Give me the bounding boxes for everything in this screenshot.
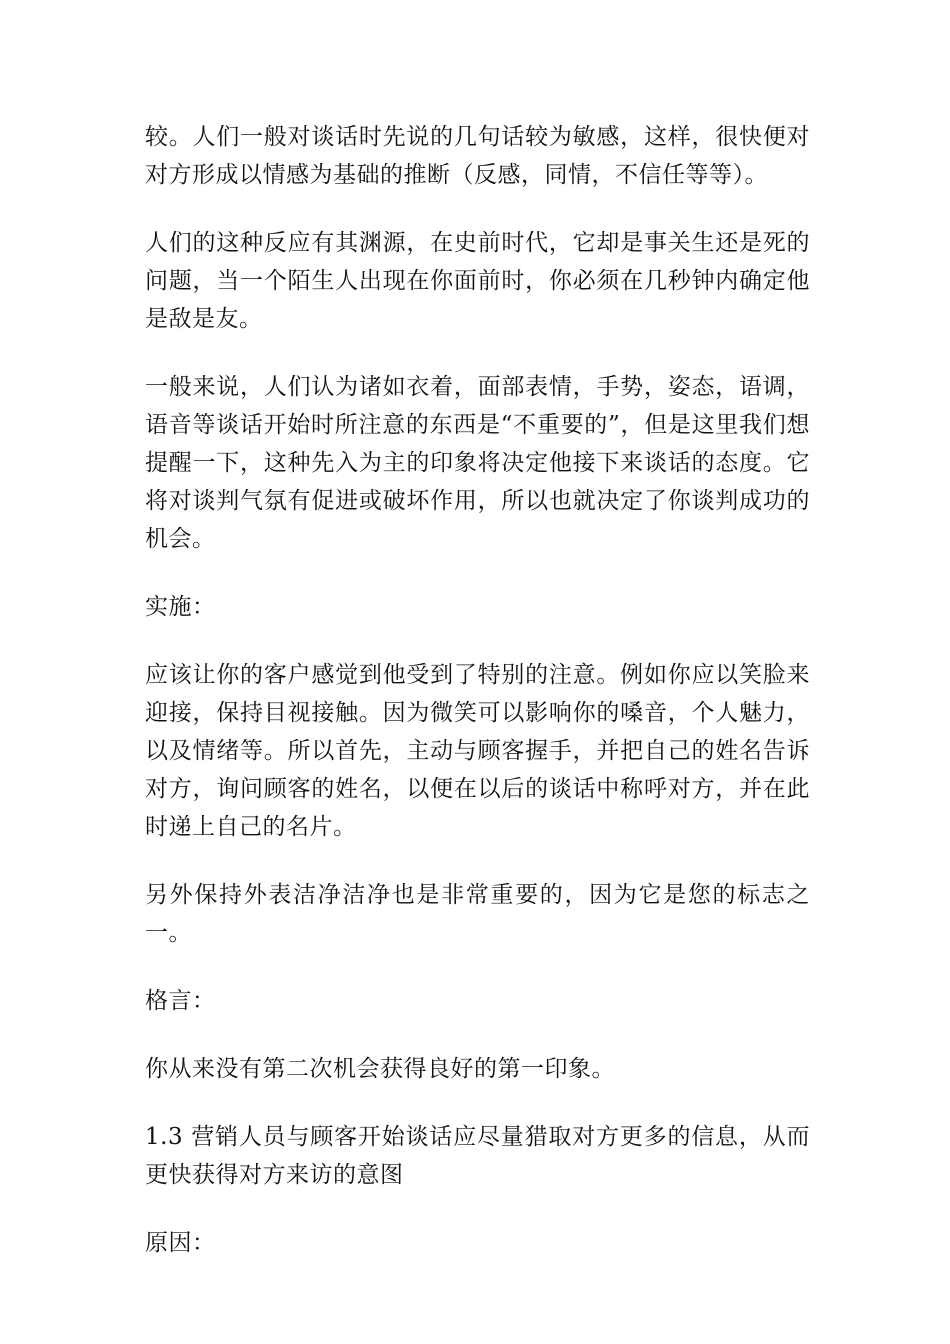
heading-reason: 原因：: [145, 1230, 216, 1256]
document-body: [145, 118, 810, 1292]
paragraph-prehistoric-origin: 人们的这种反应有其渊源，在史前时代，它却是事关生还是死的问题，当一个陌生人出现在你面前时，你必须在几秒钟内确定他是敌是友。: [145, 230, 810, 332]
paragraph-special-attention: 应该让你的客户感觉到他受到了特别的注意。例如你应以笑脸来迎接，保持目视接触。因为微笑可以影响你的嗓音，个人魅力，以及情绪等。所以首先，主动与顾客握手，并把自己的姓名告诉对方，询问顾客的姓名，以便在以后的谈话中称呼对方，并在此时递上自己的名片。: [145, 662, 810, 840]
section-heading-1-3: 1.3 营销人员与顾客开始谈话应尽量猎取对方更多的信息，从而更快获得对方来访的意图: [145, 1124, 810, 1188]
heading-implementation: 实施：: [145, 594, 216, 620]
paragraph-impression-reaction: 较。人们一般对谈话时先说的几句话较为敏感，这样，很快便对对方形成以情感为基础的推断（反感，同情，不信任等等）。: [145, 124, 810, 188]
paragraph-first-impression: 一般来说，人们认为诸如衣着，面部表情，手势，姿态，语调，语音等谈话开始时所注意的东西是“不重要的”，但是这里我们想提醒一下，这种先入为主的印象将决定他接下来谈话的态度。它将对谈判气氛有促进或破坏作用，所以也就决定了你谈判成功的机会。: [145, 374, 810, 552]
paragraph-motto-text: 你从来没有第二次机会获得良好的第一印象。: [145, 1056, 615, 1082]
paragraph-appearance: 另外保持外表洁净洁净也是非常重要的，因为它是您的标志之一。: [145, 882, 810, 946]
heading-motto: 格言：: [145, 988, 216, 1014]
